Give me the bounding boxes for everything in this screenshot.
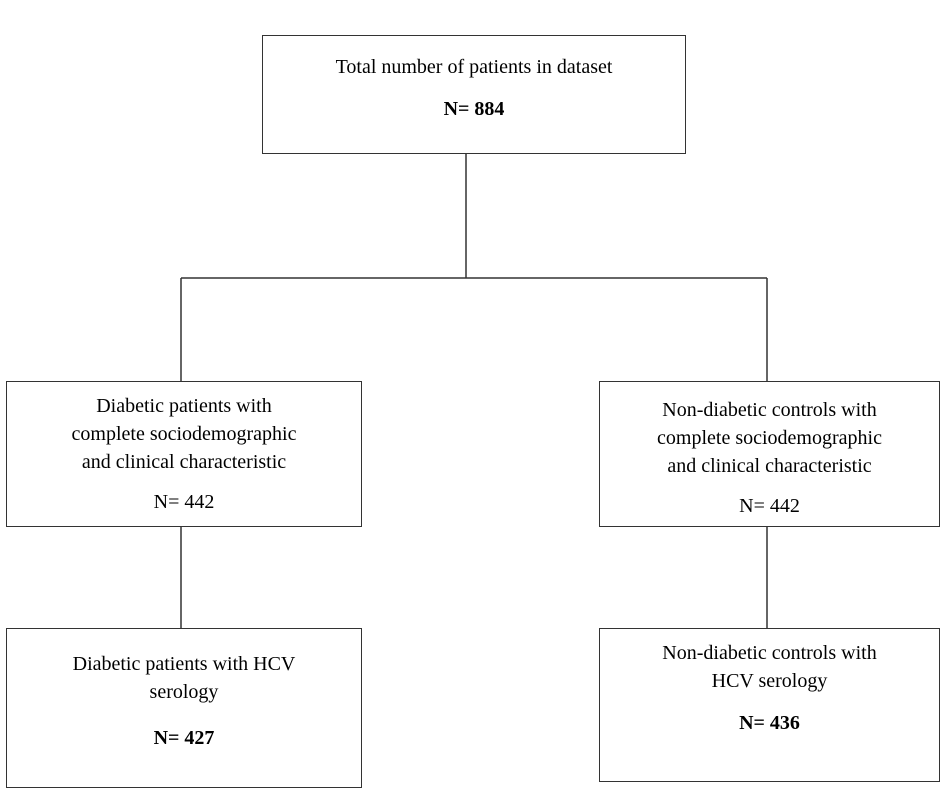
node-nondiabetic-hcv-label-line-1: Non-diabetic controls with <box>662 642 877 664</box>
node-nondiabetic-label <box>600 396 939 480</box>
node-nondiabetic-label-line-1: Non-diabetic controls with <box>662 399 877 421</box>
node-total-count: N= 884 <box>443 98 505 120</box>
node-diabetic-hcv-count: N= 427 <box>153 727 215 749</box>
node-total-label: Total number of patients in dataset <box>335 56 613 78</box>
node-diabetic-count: N= 442 <box>153 491 215 513</box>
node-diabetic-label <box>7 392 361 476</box>
node-diabetic-label-line-2: complete sociodemographic <box>71 423 297 445</box>
node-nondiabetic-hcv-count: N= 436 <box>739 712 800 734</box>
node-nondiabetic-label-line-2: complete sociodemographic <box>657 427 882 449</box>
node-diabetic-hcv-label <box>7 650 361 706</box>
node-nondiabetic-label-line-3: and clinical characteristic <box>667 455 872 477</box>
node-diabetic-patients <box>6 381 362 527</box>
node-total-patients <box>262 35 686 154</box>
node-diabetic-label-line-1: Diabetic patients with <box>96 395 272 417</box>
node-nondiabetic-hcv-label <box>600 639 939 695</box>
node-diabetic-hcv-label-line-1: Diabetic patients with HCV <box>72 653 296 675</box>
node-diabetic-label-line-3: and clinical characteristic <box>81 451 287 473</box>
node-nondiabetic-hcv-serology <box>599 628 940 782</box>
node-nondiabetic-hcv-label-line-2: HCV serology <box>711 670 828 692</box>
node-nondiabetic-controls <box>599 381 940 527</box>
node-diabetic-hcv-serology <box>6 628 362 788</box>
node-nondiabetic-count: N= 442 <box>739 495 800 517</box>
node-diabetic-hcv-label-line-2: serology <box>149 681 219 703</box>
